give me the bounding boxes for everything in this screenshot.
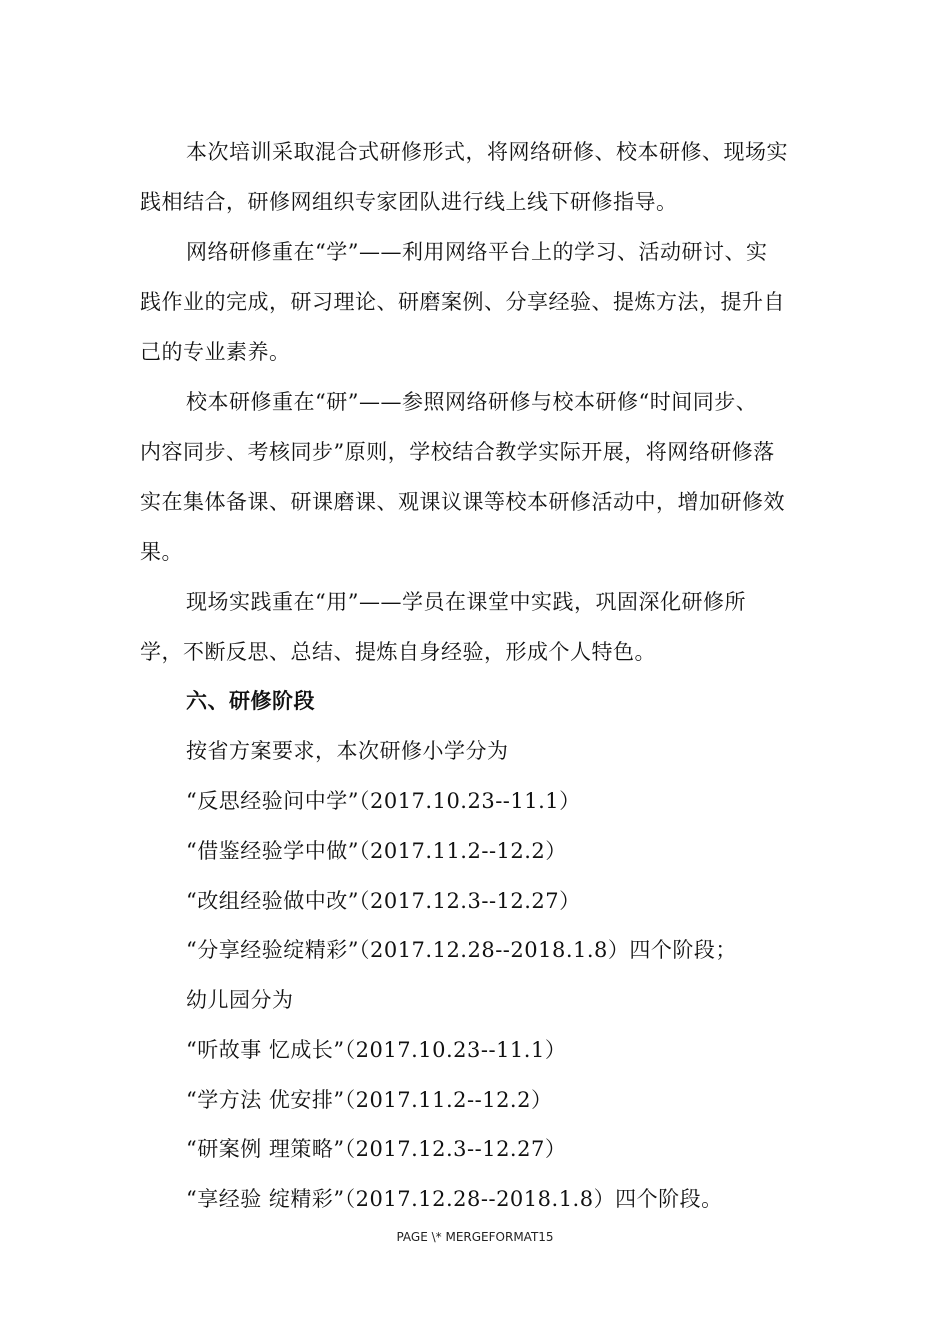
kindergarten-stage-3: “研案例 理策略”（2017.12.3--12.27） bbox=[186, 1137, 567, 1161]
paragraph-2-line-3: 己的专业素养。 bbox=[140, 340, 291, 364]
paragraph-1-line-1: 本次培训采取混合式研修形式，将网络研修、校本研修、现场实 bbox=[186, 140, 788, 164]
primary-stage-4: “分享经验绽精彩”（2017.12.28--2018.1.8）四个阶段； bbox=[186, 938, 737, 962]
section-heading: 六、研修阶段 bbox=[186, 688, 315, 713]
kindergarten-stage-4: “享经验 绽精彩”（2017.12.28--2018.1.8）四个阶段。 bbox=[186, 1187, 723, 1211]
paragraph-1-line-2: 践相结合，研修网组织专家团队进行线上线下研修指导。 bbox=[140, 190, 678, 214]
paragraph-3-line-1: 校本研修重在“研”——参照网络研修与校本研修“时间同步、 bbox=[186, 390, 758, 414]
paragraph-4-line-1: 现场实践重在“用”——学员在课堂中实践，巩固深化研修所 bbox=[186, 590, 746, 614]
kindergarten-stage-1: “听故事 忆成长”（2017.10.23--11.1） bbox=[186, 1038, 567, 1062]
primary-stage-3: “改组经验做中改”（2017.12.3--12.27） bbox=[186, 889, 581, 913]
primary-stage-1: “反思经验问中学”（2017.10.23--11.1） bbox=[186, 789, 581, 813]
primary-stage-2: “借鉴经验学中做”（2017.11.2--12.2） bbox=[186, 839, 567, 863]
paragraph-2-line-2: 践作业的完成，研习理论、研磨案例、分享经验、提炼方法，提升自 bbox=[140, 290, 785, 314]
paragraph-3-line-4: 果。 bbox=[140, 540, 183, 564]
kindergarten-stage-2: “学方法 优安排”（2017.11.2--12.2） bbox=[186, 1088, 553, 1112]
paragraph-2-line-1: 网络研修重在“学”——利用网络平台上的学习、活动研讨、实 bbox=[186, 240, 768, 264]
kindergarten-intro: 幼儿园分为 bbox=[186, 988, 294, 1012]
page-footer: PAGE \* MERGEFORMAT15 bbox=[396, 1230, 554, 1244]
paragraph-3-line-2: 内容同步、考核同步”原则，学校结合教学实际开展，将网络研修落 bbox=[140, 440, 775, 464]
paragraph-3-line-3: 实在集体备课、研课磨课、观课议课等校本研修活动中，增加研修效 bbox=[140, 490, 785, 514]
primary-intro: 按省方案要求，本次研修小学分为 bbox=[186, 739, 509, 763]
paragraph-4-line-2: 学，不断反思、总结、提炼自身经验，形成个人特色。 bbox=[140, 640, 656, 664]
